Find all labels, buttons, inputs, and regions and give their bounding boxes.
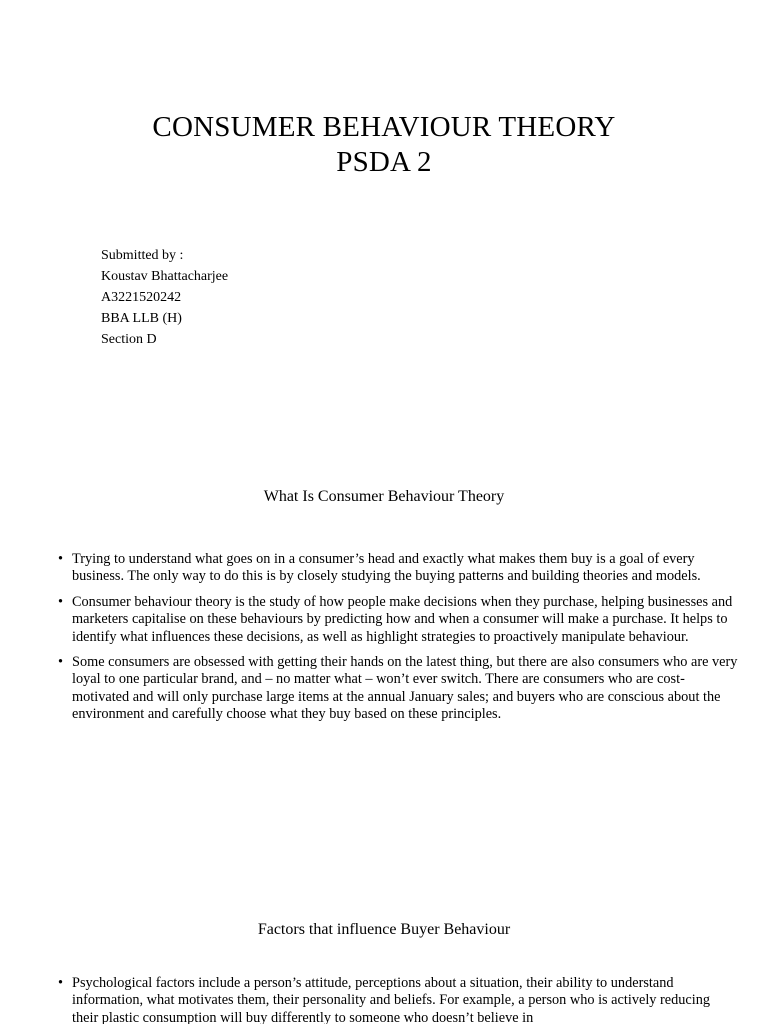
bullet-text: Trying to understand what goes on in a consumer’s head and exactly what makes them buy is a goal of every business. The only way to do this is by closely studying the buying patterns and building theories and models. bbox=[72, 551, 701, 585]
course-name: BBA LLB (H) bbox=[101, 311, 182, 326]
title-line-1: CONSUMER BEHAVIOUR THEORY bbox=[152, 111, 616, 143]
document-title bbox=[0, 110, 768, 180]
bullet-list-factors bbox=[58, 975, 738, 1024]
submission-details bbox=[101, 245, 228, 350]
bullet-icon: • bbox=[58, 975, 64, 991]
list-item bbox=[58, 654, 738, 724]
bullet-icon: • bbox=[58, 654, 64, 671]
bullet-icon: • bbox=[58, 593, 64, 610]
enrollment-number: A3221520242 bbox=[101, 290, 182, 305]
submitted-by-label: Submitted by : bbox=[101, 248, 184, 263]
bullet-text: Psychological factors include a person’s attitude, perceptions about a situation, their ability to understand information, what motivates them, their personality and beliefs. For example, a person who is actively reducing their plastic consumption will buy differently to someone who doesn’t believe in bbox=[72, 975, 711, 1024]
section-heading-what-is: What Is Consumer Behaviour Theory bbox=[263, 488, 505, 505]
section-heading-factors: Factors that influence Buyer Behaviour bbox=[257, 921, 511, 938]
list-item bbox=[58, 975, 738, 1024]
bullet-text: Some consumers are obsessed with getting their hands on the latest thing, but there are also consumers who are very loyal to one particular brand, and – no matter what – won’t ever switch. There are consumers who are cost-motivated and will only purchase large items at the annual January sales; and buyers who are conscious about the environment and carefully choose what they buy based on these principles. bbox=[72, 654, 738, 723]
title-line-2: PSDA 2 bbox=[336, 146, 432, 178]
list-item bbox=[58, 594, 738, 646]
bullet-icon: • bbox=[58, 551, 64, 567]
bullet-list-what-is bbox=[58, 551, 738, 732]
student-name: Koustav Bhattacharjee bbox=[101, 269, 229, 284]
section-name: Section D bbox=[101, 332, 157, 347]
bullet-text: Consumer behaviour theory is the study of how people make decisions when they purchase, helping businesses and marketers capitalise on these behaviours by predicting how and when a consumer will make a purchase. It helps to identify what influences these decisions, as well as highlight strategies to proactively manipulate behaviour. bbox=[72, 593, 733, 645]
list-item bbox=[58, 551, 738, 586]
